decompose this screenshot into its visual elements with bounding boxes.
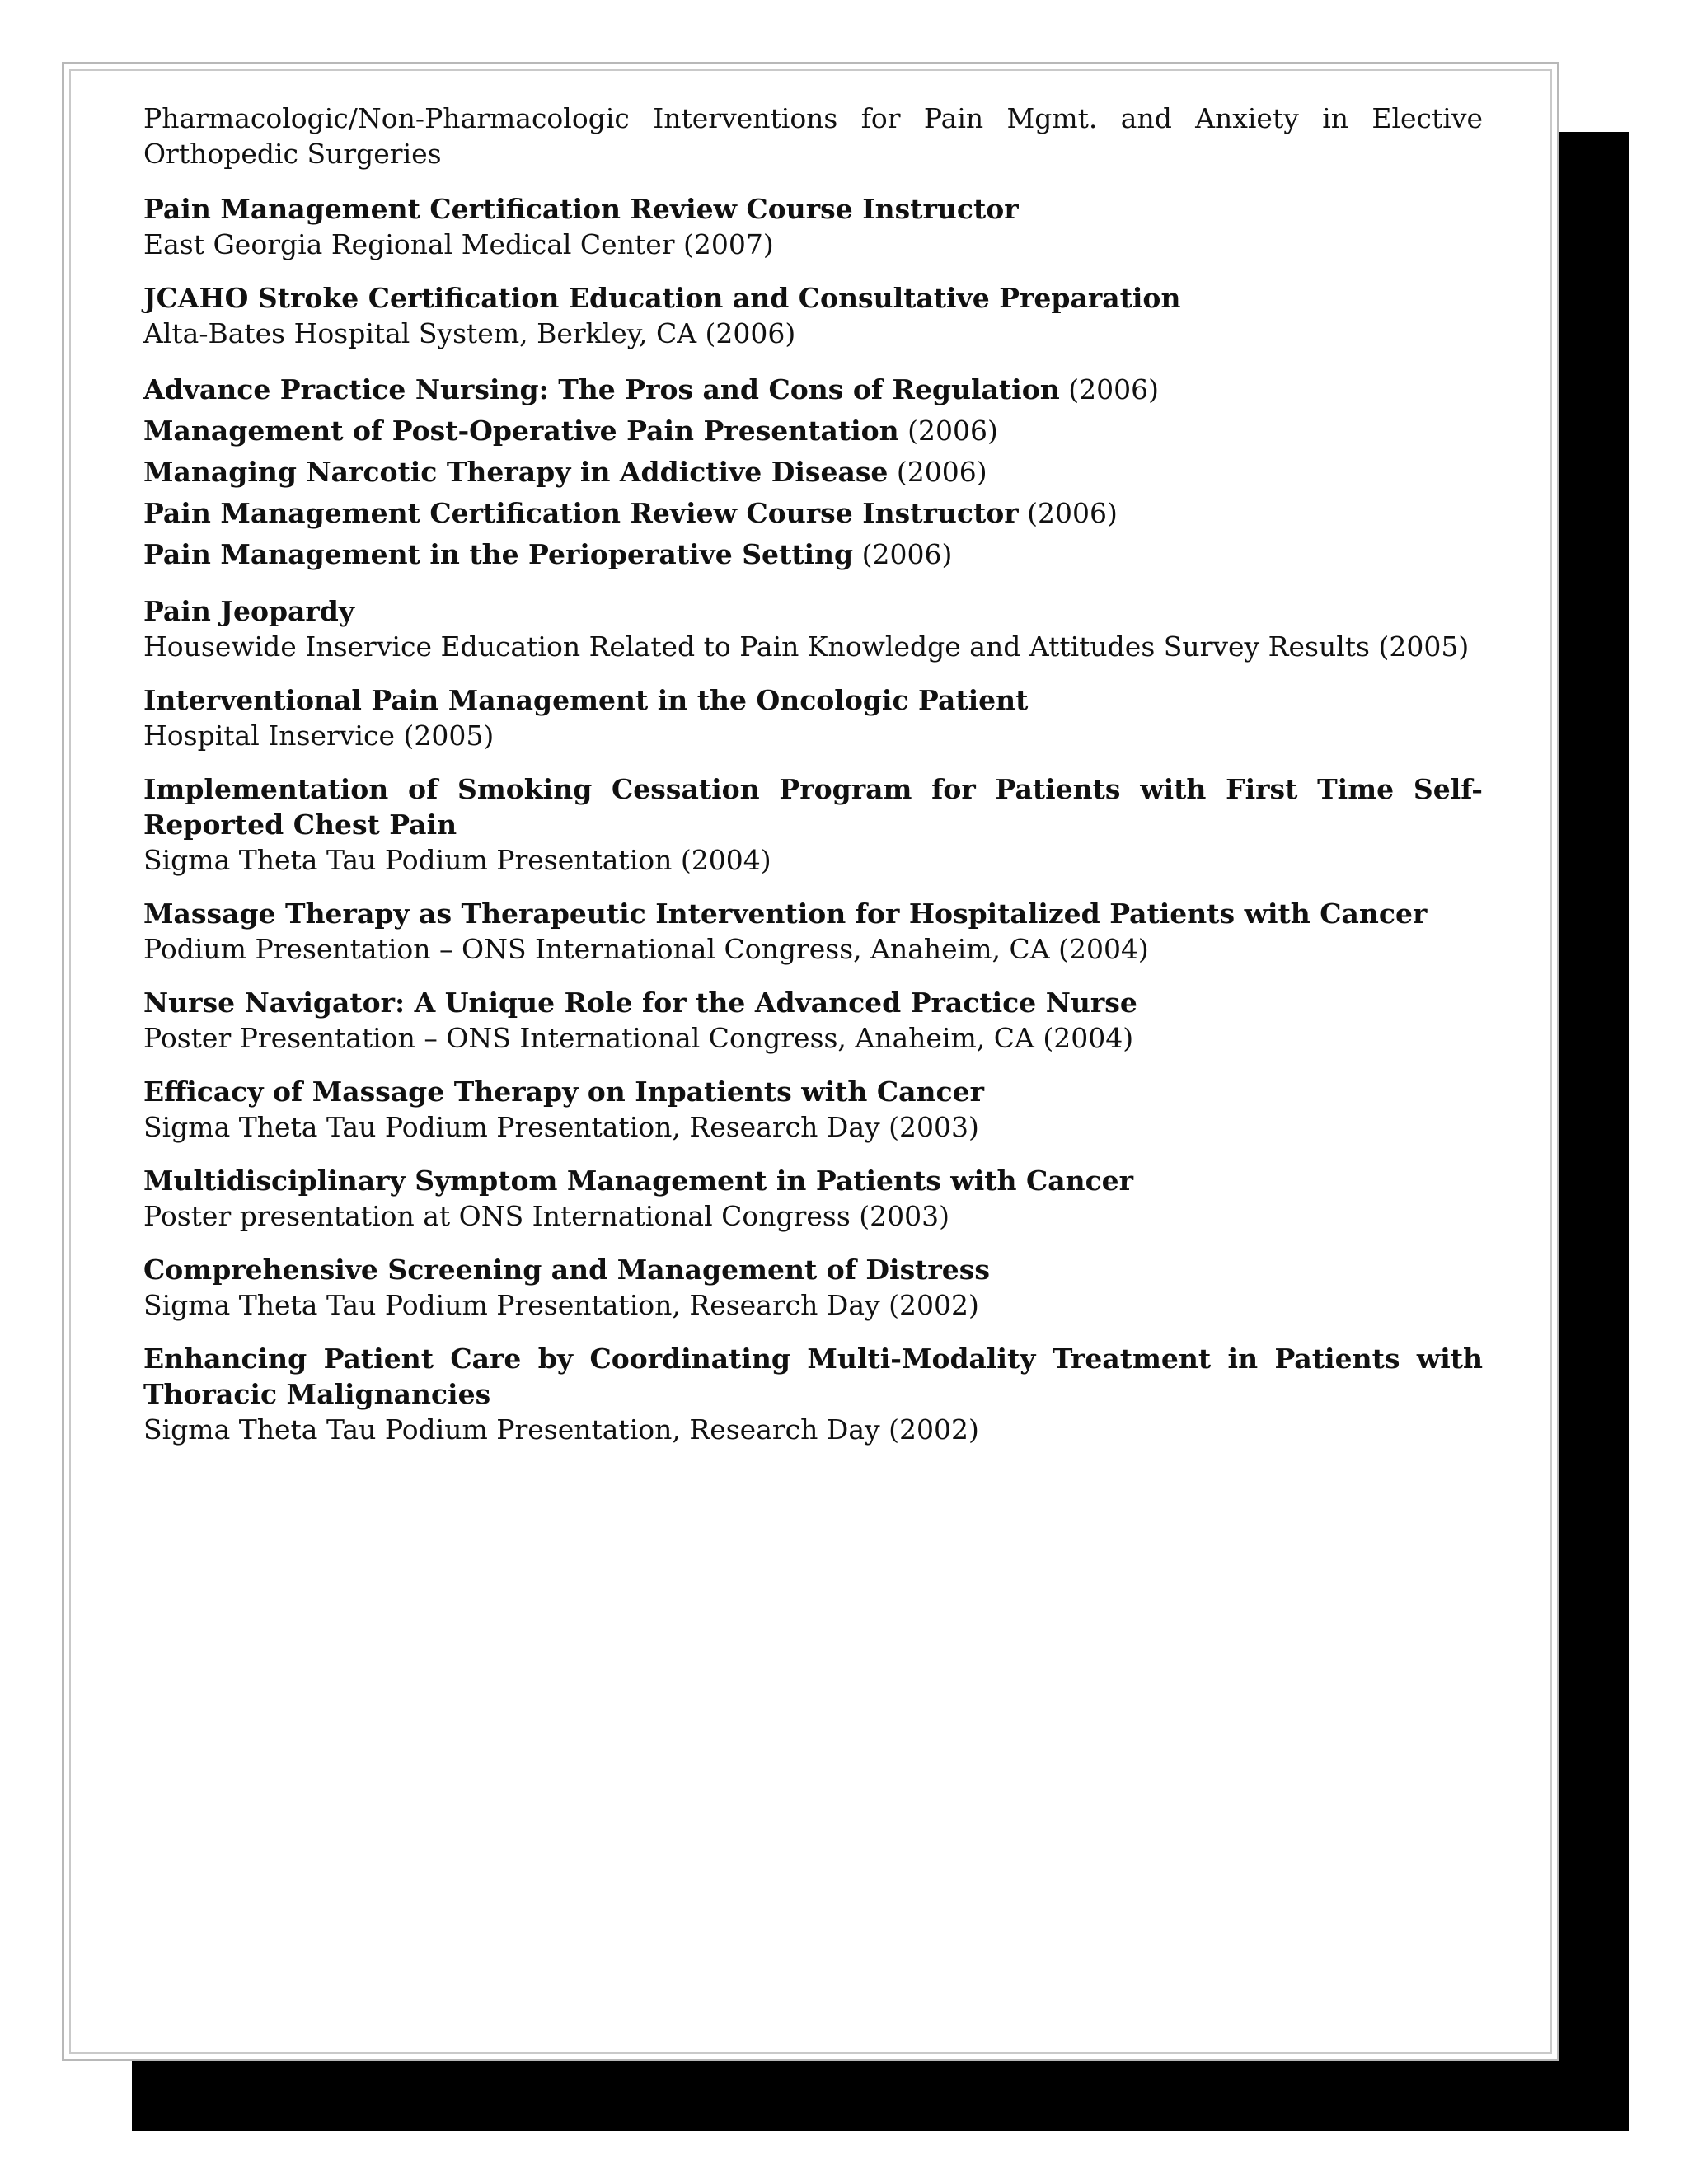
presentation-detail: Sigma Theta Tau Podium Presentation, Research Day (2002)	[143, 1413, 979, 1446]
presentation-title: Nurse Navigator: A Unique Role for the Advanced Practice Nurse	[143, 987, 1137, 1019]
presentation-detail: Poster presentation at ONS International Congress (2003)	[143, 1200, 950, 1232]
presentation-detail: Sigma Theta Tau Podium Presentation (2004)	[143, 844, 771, 876]
presentation-title: Management of Post-Operative Pain Presentation	[143, 415, 899, 447]
presentation-title: JCAHO Stroke Certification Education and Consultative Preparation	[143, 282, 1181, 314]
document-page	[62, 62, 1559, 2061]
presentation-year: (2006)	[1059, 373, 1159, 405]
presentation-year: (2006)	[1018, 497, 1118, 529]
presentations-2006-group	[143, 369, 1483, 575]
presentation-entry	[143, 1341, 1483, 1447]
presentation-entry	[143, 1163, 1483, 1234]
presentation-title: Managing Narcotic Therapy in Addictive Disease	[143, 456, 889, 488]
presentation-entry	[143, 896, 1483, 967]
presentation-detail: Sigma Theta Tau Podium Presentation, Research Day (2003)	[143, 1111, 979, 1143]
presentation-entry	[143, 191, 1483, 262]
presentation-title: Interventional Pain Management in the Oncologic Patient	[143, 684, 1029, 716]
presentation-year: (2006)	[853, 538, 953, 570]
presentation-detail: East Georgia Regional Medical Center (2007)	[143, 228, 774, 260]
presentations-list	[143, 101, 1483, 1465]
presentation-entry	[143, 771, 1483, 878]
presentation-detail: Podium Presentation – ONS International Congress, Anaheim, CA (2004)	[143, 933, 1149, 965]
presentation-title: Pain Management Certification Review Course Instructor	[143, 497, 1019, 529]
presentation-detail: Housewide Inservice Education Related to Pain Knowledge and Attitudes Survey Results (2005)	[143, 630, 1470, 663]
presentation-title: Massage Therapy as Therapeutic Intervention for Hospitalized Patients with Cancer	[143, 898, 1428, 930]
presentation-line	[143, 493, 1483, 534]
presentation-entry	[143, 682, 1483, 753]
presentation-title: Pain Management in the Perioperative Setting	[143, 538, 854, 570]
presentation-title: Advance Practice Nursing: The Pros and Cons of Regulation	[143, 373, 1060, 405]
presentation-entry	[143, 985, 1483, 1056]
presentation-line	[143, 369, 1483, 410]
presentation-title: Pain Jeopardy	[143, 595, 355, 627]
presentation-detail: Sigma Theta Tau Podium Presentation, Research Day (2002)	[143, 1289, 979, 1321]
presentation-title: Pain Management Certification Review Course Instructor	[143, 193, 1019, 225]
presentation-year: (2006)	[888, 456, 987, 488]
presentation-line	[143, 452, 1483, 493]
presentation-year: (2006)	[898, 415, 998, 447]
presentation-title: Efficacy of Massage Therapy on Inpatients with Cancer	[143, 1076, 985, 1108]
presentation-title: Enhancing Patient Care by Coordinating Multi-Modality Treatment in Patients with Thoracic Malignancies	[143, 1343, 1483, 1410]
presentation-detail: Poster Presentation – ONS International Congress, Anaheim, CA (2004)	[143, 1022, 1134, 1054]
presentation-title: Implementation of Smoking Cessation Program for Patients with First Time Self-Reported Chest Pain	[143, 773, 1483, 841]
presentation-title: Comprehensive Screening and Management of Distress	[143, 1254, 990, 1286]
presentation-entry	[143, 1252, 1483, 1323]
presentation-entry	[143, 1074, 1483, 1145]
presentation-detail: Hospital Inservice (2005)	[143, 719, 495, 752]
presentation-entry	[143, 593, 1483, 664]
intro-text: Pharmacologic/Non-Pharmacologic Interventions for Pain Mgmt. and Anxiety in Elective Orthopedic Surgeries	[143, 102, 1483, 170]
presentation-entry	[143, 280, 1483, 351]
presentation-detail: Alta-Bates Hospital System, Berkley, CA (2006)	[143, 317, 796, 349]
presentation-line	[143, 534, 1483, 575]
presentation-line	[143, 410, 1483, 452]
presentation-title: Multidisciplinary Symptom Management in Patients with Cancer	[143, 1165, 1134, 1197]
